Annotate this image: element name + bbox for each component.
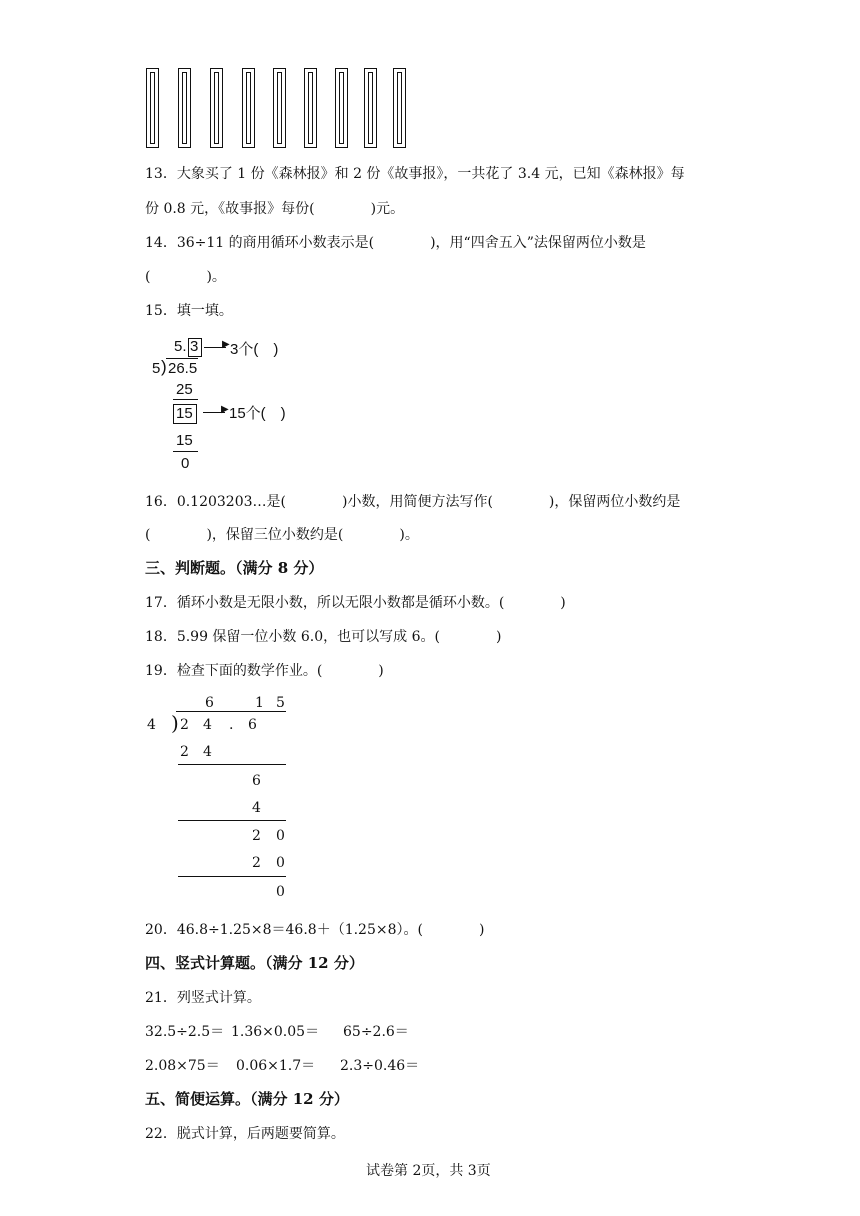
divisor: 5 [152,360,161,377]
question-15: 15．填一填。 [145,303,233,319]
quotient-int: 5. [174,338,187,355]
r1-digit-a: 2 [180,744,189,760]
division-bracket-19: ) [171,711,179,735]
rectangle-7 [335,68,348,148]
r1-digit-b: 4 [203,744,212,760]
boxed-remainder: 15 [176,405,193,422]
r4-digit-a: 2 [252,828,261,844]
question-17: 17．循环小数是无限小数，所以无限小数都是循环小数。( ) [145,595,566,611]
page-footer: 试卷第 2页，共 3页 [366,1163,491,1179]
step1: 25 [176,381,193,398]
section-4-title: 四、竖式计算题。（满分 12 分） [145,954,364,972]
calc-4: 2.08×75＝ [145,1058,220,1074]
question-21: 21．列竖式计算。 [145,990,261,1006]
r6-digit: 0 [276,884,285,900]
rectangle-8 [364,68,377,148]
calc-2: 1.36×0.05＝ [231,1024,320,1040]
question-14-line2: ( )。 [145,269,226,285]
question-19: 19．检查下面的数学作业。( ) [145,663,384,679]
final-zero: 0 [181,455,190,472]
line-1 [178,764,286,765]
rectangle-1 [146,68,159,148]
q-digit-2: 1 [255,695,264,711]
q-digit-1: 6 [205,695,214,711]
step2-line [173,451,198,452]
arrow-head-top-icon: ▶ [222,339,230,350]
label-mid: 15个( ) [229,405,286,422]
d-dot: . [229,717,234,733]
r3-digit: 4 [252,800,261,816]
section-3-title: 三、判断题。（满分 8 分） [145,559,324,577]
division-bracket: ) [161,357,167,376]
question-18: 18．5.99 保留一位小数 6.0，也可以写成 6。( ) [145,629,502,645]
division-bar-19 [176,711,286,712]
question-13-line2: 份 0.8 元，《故事报》每份( )元。 [145,201,405,217]
rectangle-5 [273,68,286,148]
divisor-19: 4 [147,717,156,733]
section-5-title: 五、简便运算。（满分 12 分） [145,1090,349,1108]
calc-6: 2.3÷0.46＝ [340,1058,420,1074]
d-digit-2: 4 [203,717,212,733]
label-top: 3个( ) [230,341,279,358]
question-20: 20．46.8÷1.25×8＝46.8＋（1.25×8）。( ) [145,922,485,938]
rectangle-3 [210,68,223,148]
calc-3: 65÷2.6＝ [343,1024,409,1040]
question-14-line1: 14．36÷11 的商用循环小数表示是( )，用“四舍五入”法保留两位小数是 [145,235,646,251]
line-2 [178,820,286,821]
step2: 15 [176,432,193,449]
dividend: 26.5 [168,360,198,377]
q-digit-3: 5 [276,695,285,711]
rectangle-4 [242,68,255,148]
line-3 [178,876,286,877]
step1-line [173,399,198,400]
r2-digit: 6 [252,773,261,789]
rectangle-2 [178,68,191,148]
r5-digit-a: 2 [252,855,261,871]
r4-digit-b: 0 [276,828,285,844]
question-16-line2: ( )，保留三位小数约是( )。 [145,527,419,543]
quotient-boxed-digit: 3 [190,338,199,355]
rectangle-9 [393,68,406,148]
d-digit-1: 2 [180,717,189,733]
arrow-head-mid-icon: ▶ [221,404,229,415]
calc-1: 32.5÷2.5＝ [145,1024,225,1040]
d-digit-3: 6 [248,717,257,733]
r5-digit-b: 0 [276,855,285,871]
rectangle-6 [304,68,317,148]
question-13-line1: 13．大象买了 1 份《森林报》和 2 份《故事报》，一共花了 3.4 元，已知《森林报》每 [145,166,685,182]
division-bar [166,358,198,359]
question-22: 22．脱式计算，后两题要简算。 [145,1126,345,1142]
question-16-line1: 16．0.1203203…是( )小数，用简便方法写作( )，保留两位小数约是 [145,494,681,510]
calc-5: 0.06×1.7＝ [236,1058,316,1074]
